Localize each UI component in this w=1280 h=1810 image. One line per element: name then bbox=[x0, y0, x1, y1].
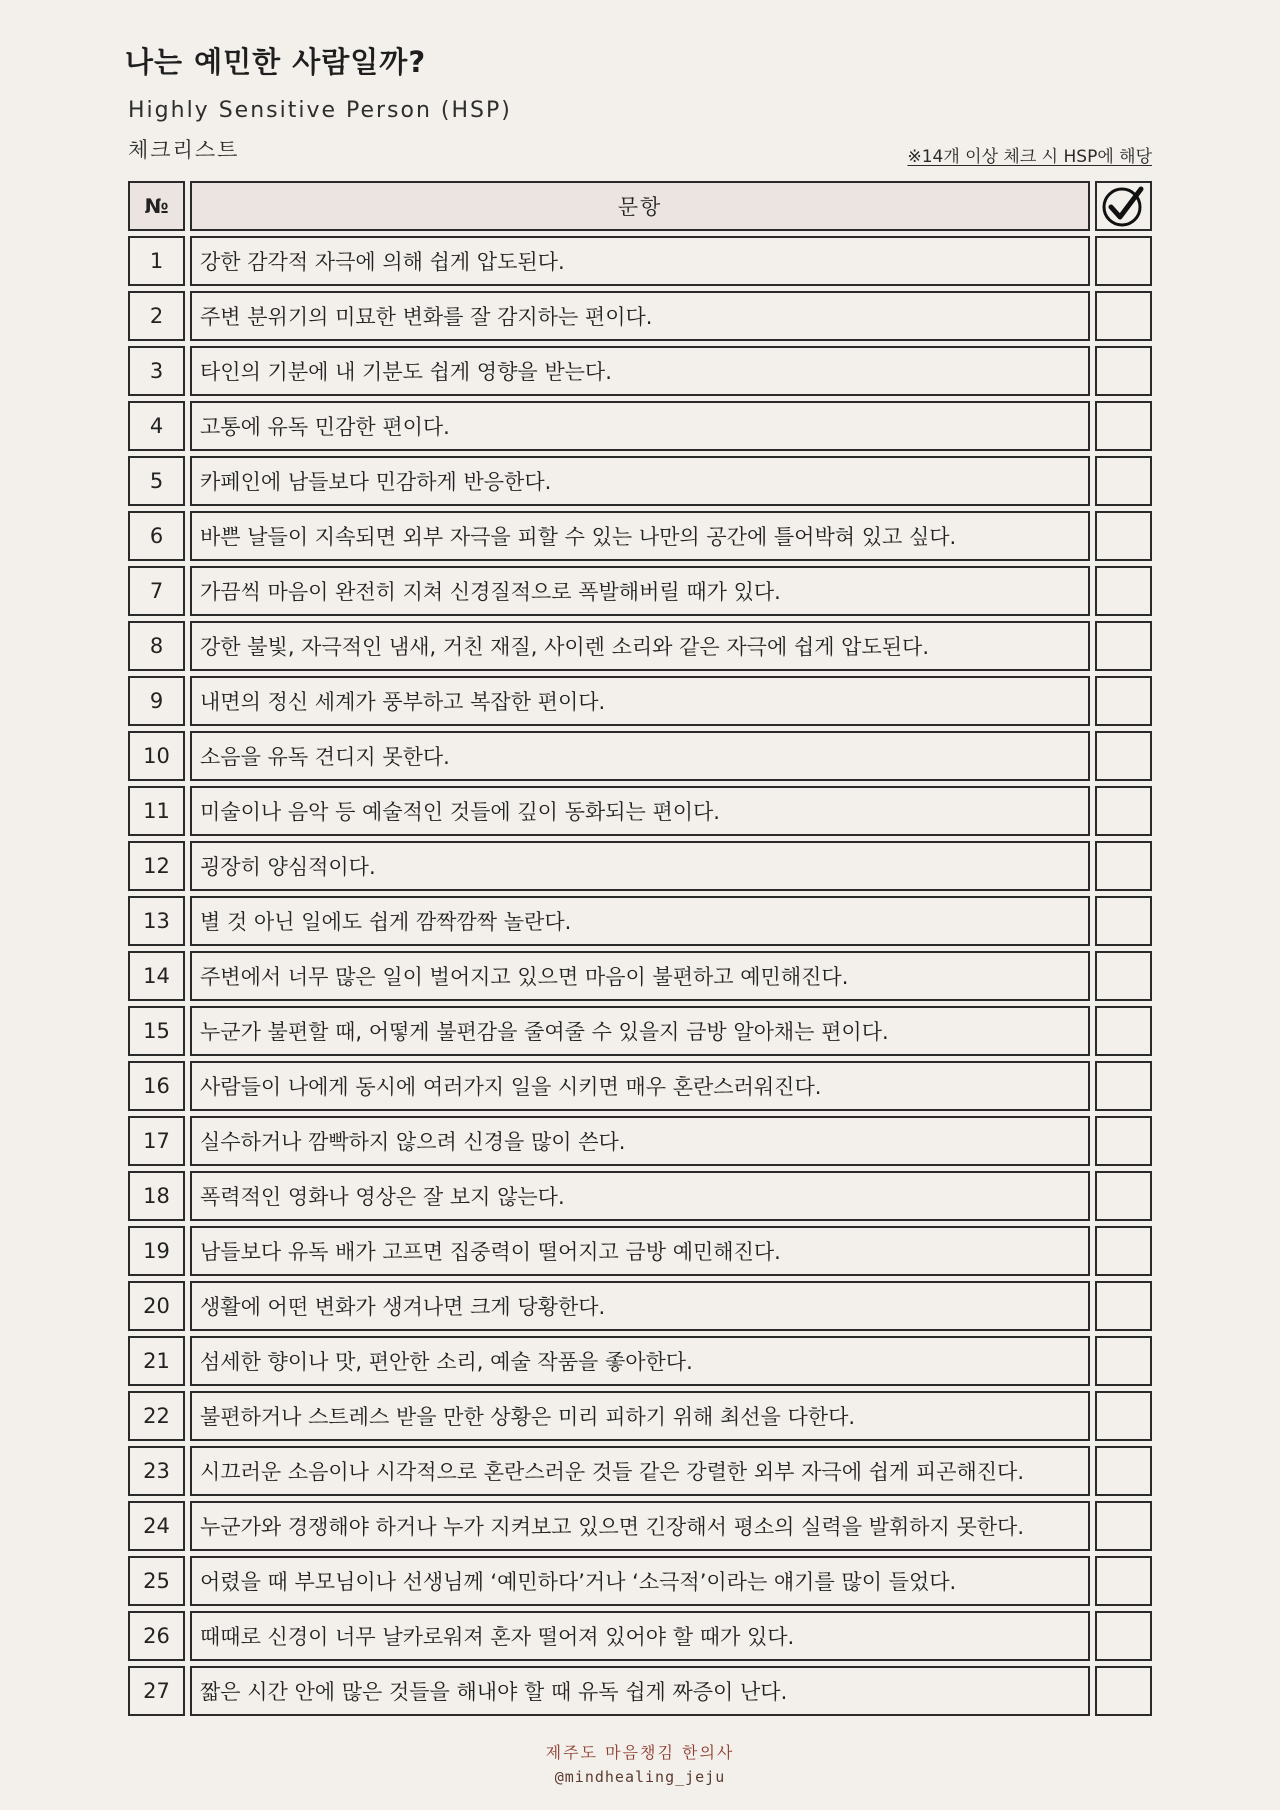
table-row bbox=[128, 951, 1152, 1001]
row-number: 26 bbox=[128, 1611, 185, 1661]
row-statement: 타인의 기분에 내 기분도 쉽게 영향을 받는다. bbox=[190, 346, 1090, 396]
checklist-table bbox=[128, 181, 1152, 1721]
table-row bbox=[128, 1391, 1152, 1441]
row-number: 4 bbox=[128, 401, 185, 451]
row-checkbox[interactable] bbox=[1095, 1226, 1152, 1276]
table-row bbox=[128, 786, 1152, 836]
row-number: 17 bbox=[128, 1116, 185, 1166]
row-number: 12 bbox=[128, 841, 185, 891]
row-checkbox[interactable] bbox=[1095, 1116, 1152, 1166]
table-row bbox=[128, 731, 1152, 781]
table-row bbox=[128, 1116, 1152, 1166]
row-checkbox[interactable] bbox=[1095, 1501, 1152, 1551]
row-statement: 별 것 아닌 일에도 쉽게 깜짝깜짝 놀란다. bbox=[190, 896, 1090, 946]
row-number: 8 bbox=[128, 621, 185, 671]
row-number: 16 bbox=[128, 1061, 185, 1111]
row-statement: 시끄러운 소음이나 시각적으로 혼란스러운 것들 같은 강렬한 외부 자극에 쉽게 피곤해진다. bbox=[190, 1446, 1090, 1496]
row-number: 15 bbox=[128, 1006, 185, 1056]
row-number: 1 bbox=[128, 236, 185, 286]
table-row bbox=[128, 291, 1152, 341]
column-header-item: 문항 bbox=[190, 181, 1090, 231]
row-statement: 불편하거나 스트레스 받을 만한 상황은 미리 피하기 위해 최선을 다한다. bbox=[190, 1391, 1090, 1441]
row-statement: 남들보다 유독 배가 고프면 집중력이 떨어지고 금방 예민해진다. bbox=[190, 1226, 1090, 1276]
row-number: 5 bbox=[128, 456, 185, 506]
row-number: 20 bbox=[128, 1281, 185, 1331]
row-statement: 누군가 불편할 때, 어떻게 불편감을 줄여줄 수 있을지 금방 알아채는 편이다. bbox=[190, 1006, 1090, 1056]
row-statement: 생활에 어떤 변화가 생겨나면 크게 당황한다. bbox=[190, 1281, 1090, 1331]
column-header-number: № bbox=[128, 181, 185, 231]
row-statement: 굉장히 양심적이다. bbox=[190, 841, 1090, 891]
table-row bbox=[128, 896, 1152, 946]
row-checkbox[interactable] bbox=[1095, 731, 1152, 781]
row-number: 11 bbox=[128, 786, 185, 836]
table-row bbox=[128, 1666, 1152, 1716]
row-statement: 미술이나 음악 등 예술적인 것들에 깊이 동화되는 편이다. bbox=[190, 786, 1090, 836]
page-title: 나는 예민한 사람일까? bbox=[125, 45, 427, 79]
footer-clinic-name: 제주도 마음챙김 한의사 bbox=[545, 1743, 735, 1762]
table-row bbox=[128, 676, 1152, 726]
page-subtitle-checklist: 체크리스트 bbox=[128, 138, 240, 162]
table-row bbox=[128, 1556, 1152, 1606]
row-checkbox[interactable] bbox=[1095, 676, 1152, 726]
row-statement: 강한 불빛, 자극적인 냄새, 거친 재질, 사이렌 소리와 같은 자극에 쉽게 압도된다. bbox=[190, 621, 1090, 671]
threshold-note: ※14개 이상 체크 시 HSP에 해당 bbox=[907, 147, 1152, 167]
table-row bbox=[128, 621, 1152, 671]
row-statement: 때때로 신경이 너무 날카로워져 혼자 떨어져 있어야 할 때가 있다. bbox=[190, 1611, 1090, 1661]
row-statement: 짧은 시간 안에 많은 것들을 해내야 할 때 유독 쉽게 짜증이 난다. bbox=[190, 1666, 1090, 1716]
row-statement: 폭력적인 영화나 영상은 잘 보지 않는다. bbox=[190, 1171, 1090, 1221]
row-number: 19 bbox=[128, 1226, 185, 1276]
row-checkbox[interactable] bbox=[1095, 1391, 1152, 1441]
footer bbox=[0, 1741, 1280, 1789]
row-statement: 내면의 정신 세계가 풍부하고 복잡한 편이다. bbox=[190, 676, 1090, 726]
row-number: 2 bbox=[128, 291, 185, 341]
row-number: 14 bbox=[128, 951, 185, 1001]
row-checkbox[interactable] bbox=[1095, 291, 1152, 341]
table-row bbox=[128, 1336, 1152, 1386]
row-statement: 사람들이 나에게 동시에 여러가지 일을 시키면 매우 혼란스러워진다. bbox=[190, 1061, 1090, 1111]
row-checkbox[interactable] bbox=[1095, 566, 1152, 616]
page-subtitle: Highly Sensitive Person (HSP) bbox=[128, 98, 512, 123]
row-statement: 강한 감각적 자극에 의해 쉽게 압도된다. bbox=[190, 236, 1090, 286]
table-row bbox=[128, 1611, 1152, 1661]
table-row bbox=[128, 566, 1152, 616]
footer-handle: @mindhealing_jeju bbox=[554, 1768, 726, 1786]
row-number: 9 bbox=[128, 676, 185, 726]
check-circle-icon bbox=[1101, 183, 1147, 229]
table-row bbox=[128, 346, 1152, 396]
row-checkbox[interactable] bbox=[1095, 841, 1152, 891]
column-header-check bbox=[1095, 181, 1152, 231]
row-number: 13 bbox=[128, 896, 185, 946]
table-body bbox=[128, 236, 1152, 1716]
table-row bbox=[128, 1061, 1152, 1111]
table-header-row bbox=[128, 181, 1152, 231]
row-number: 6 bbox=[128, 511, 185, 561]
row-number: 7 bbox=[128, 566, 185, 616]
row-checkbox[interactable] bbox=[1095, 896, 1152, 946]
table-row bbox=[128, 456, 1152, 506]
row-checkbox[interactable] bbox=[1095, 621, 1152, 671]
row-checkbox[interactable] bbox=[1095, 1281, 1152, 1331]
table-row bbox=[128, 1446, 1152, 1496]
row-statement: 고통에 유독 민감한 편이다. bbox=[190, 401, 1090, 451]
row-checkbox[interactable] bbox=[1095, 1006, 1152, 1056]
row-number: 23 bbox=[128, 1446, 185, 1496]
row-checkbox[interactable] bbox=[1095, 511, 1152, 561]
row-checkbox[interactable] bbox=[1095, 1336, 1152, 1386]
table-row bbox=[128, 1006, 1152, 1056]
row-statement: 어렸을 때 부모님이나 선생님께 ‘예민하다’거나 ‘소극적’이라는 얘기를 많이 들었다. bbox=[190, 1556, 1090, 1606]
row-checkbox[interactable] bbox=[1095, 1666, 1152, 1716]
table-row bbox=[128, 1501, 1152, 1551]
row-number: 10 bbox=[128, 731, 185, 781]
row-checkbox[interactable] bbox=[1095, 1061, 1152, 1111]
row-statement: 섬세한 향이나 맛, 편안한 소리, 예술 작품을 좋아한다. bbox=[190, 1336, 1090, 1386]
table-row bbox=[128, 236, 1152, 286]
table-row bbox=[128, 1281, 1152, 1331]
row-number: 3 bbox=[128, 346, 185, 396]
row-number: 24 bbox=[128, 1501, 185, 1551]
table-row bbox=[128, 841, 1152, 891]
row-statement: 카페인에 남들보다 민감하게 반응한다. bbox=[190, 456, 1090, 506]
row-number: 21 bbox=[128, 1336, 185, 1386]
row-checkbox[interactable] bbox=[1095, 1446, 1152, 1496]
row-checkbox[interactable] bbox=[1095, 1611, 1152, 1661]
row-checkbox[interactable] bbox=[1095, 236, 1152, 286]
row-checkbox[interactable] bbox=[1095, 346, 1152, 396]
row-checkbox[interactable] bbox=[1095, 786, 1152, 836]
table-row bbox=[128, 401, 1152, 451]
row-checkbox[interactable] bbox=[1095, 456, 1152, 506]
row-statement: 바쁜 날들이 지속되면 외부 자극을 피할 수 있는 나만의 공간에 틀어박혀 있고 싶다. bbox=[190, 511, 1090, 561]
row-checkbox[interactable] bbox=[1095, 401, 1152, 451]
row-statement: 소음을 유독 견디지 못한다. bbox=[190, 731, 1090, 781]
row-statement: 가끔씩 마음이 완전히 지쳐 신경질적으로 폭발해버릴 때가 있다. bbox=[190, 566, 1090, 616]
row-statement: 주변에서 너무 많은 일이 벌어지고 있으면 마음이 불편하고 예민해진다. bbox=[190, 951, 1090, 1001]
row-statement: 실수하거나 깜빡하지 않으려 신경을 많이 쓴다. bbox=[190, 1116, 1090, 1166]
row-checkbox[interactable] bbox=[1095, 1171, 1152, 1221]
table-row bbox=[128, 511, 1152, 561]
table-row bbox=[128, 1226, 1152, 1276]
row-checkbox[interactable] bbox=[1095, 951, 1152, 1001]
row-number: 22 bbox=[128, 1391, 185, 1441]
row-statement: 주변 분위기의 미묘한 변화를 잘 감지하는 편이다. bbox=[190, 291, 1090, 341]
row-statement: 누군가와 경쟁해야 하거나 누가 지켜보고 있으면 긴장해서 평소의 실력을 발휘하지 못한다. bbox=[190, 1501, 1090, 1551]
row-number: 18 bbox=[128, 1171, 185, 1221]
row-number: 25 bbox=[128, 1556, 185, 1606]
table-row bbox=[128, 1171, 1152, 1221]
row-checkbox[interactable] bbox=[1095, 1556, 1152, 1606]
row-number: 27 bbox=[128, 1666, 185, 1716]
